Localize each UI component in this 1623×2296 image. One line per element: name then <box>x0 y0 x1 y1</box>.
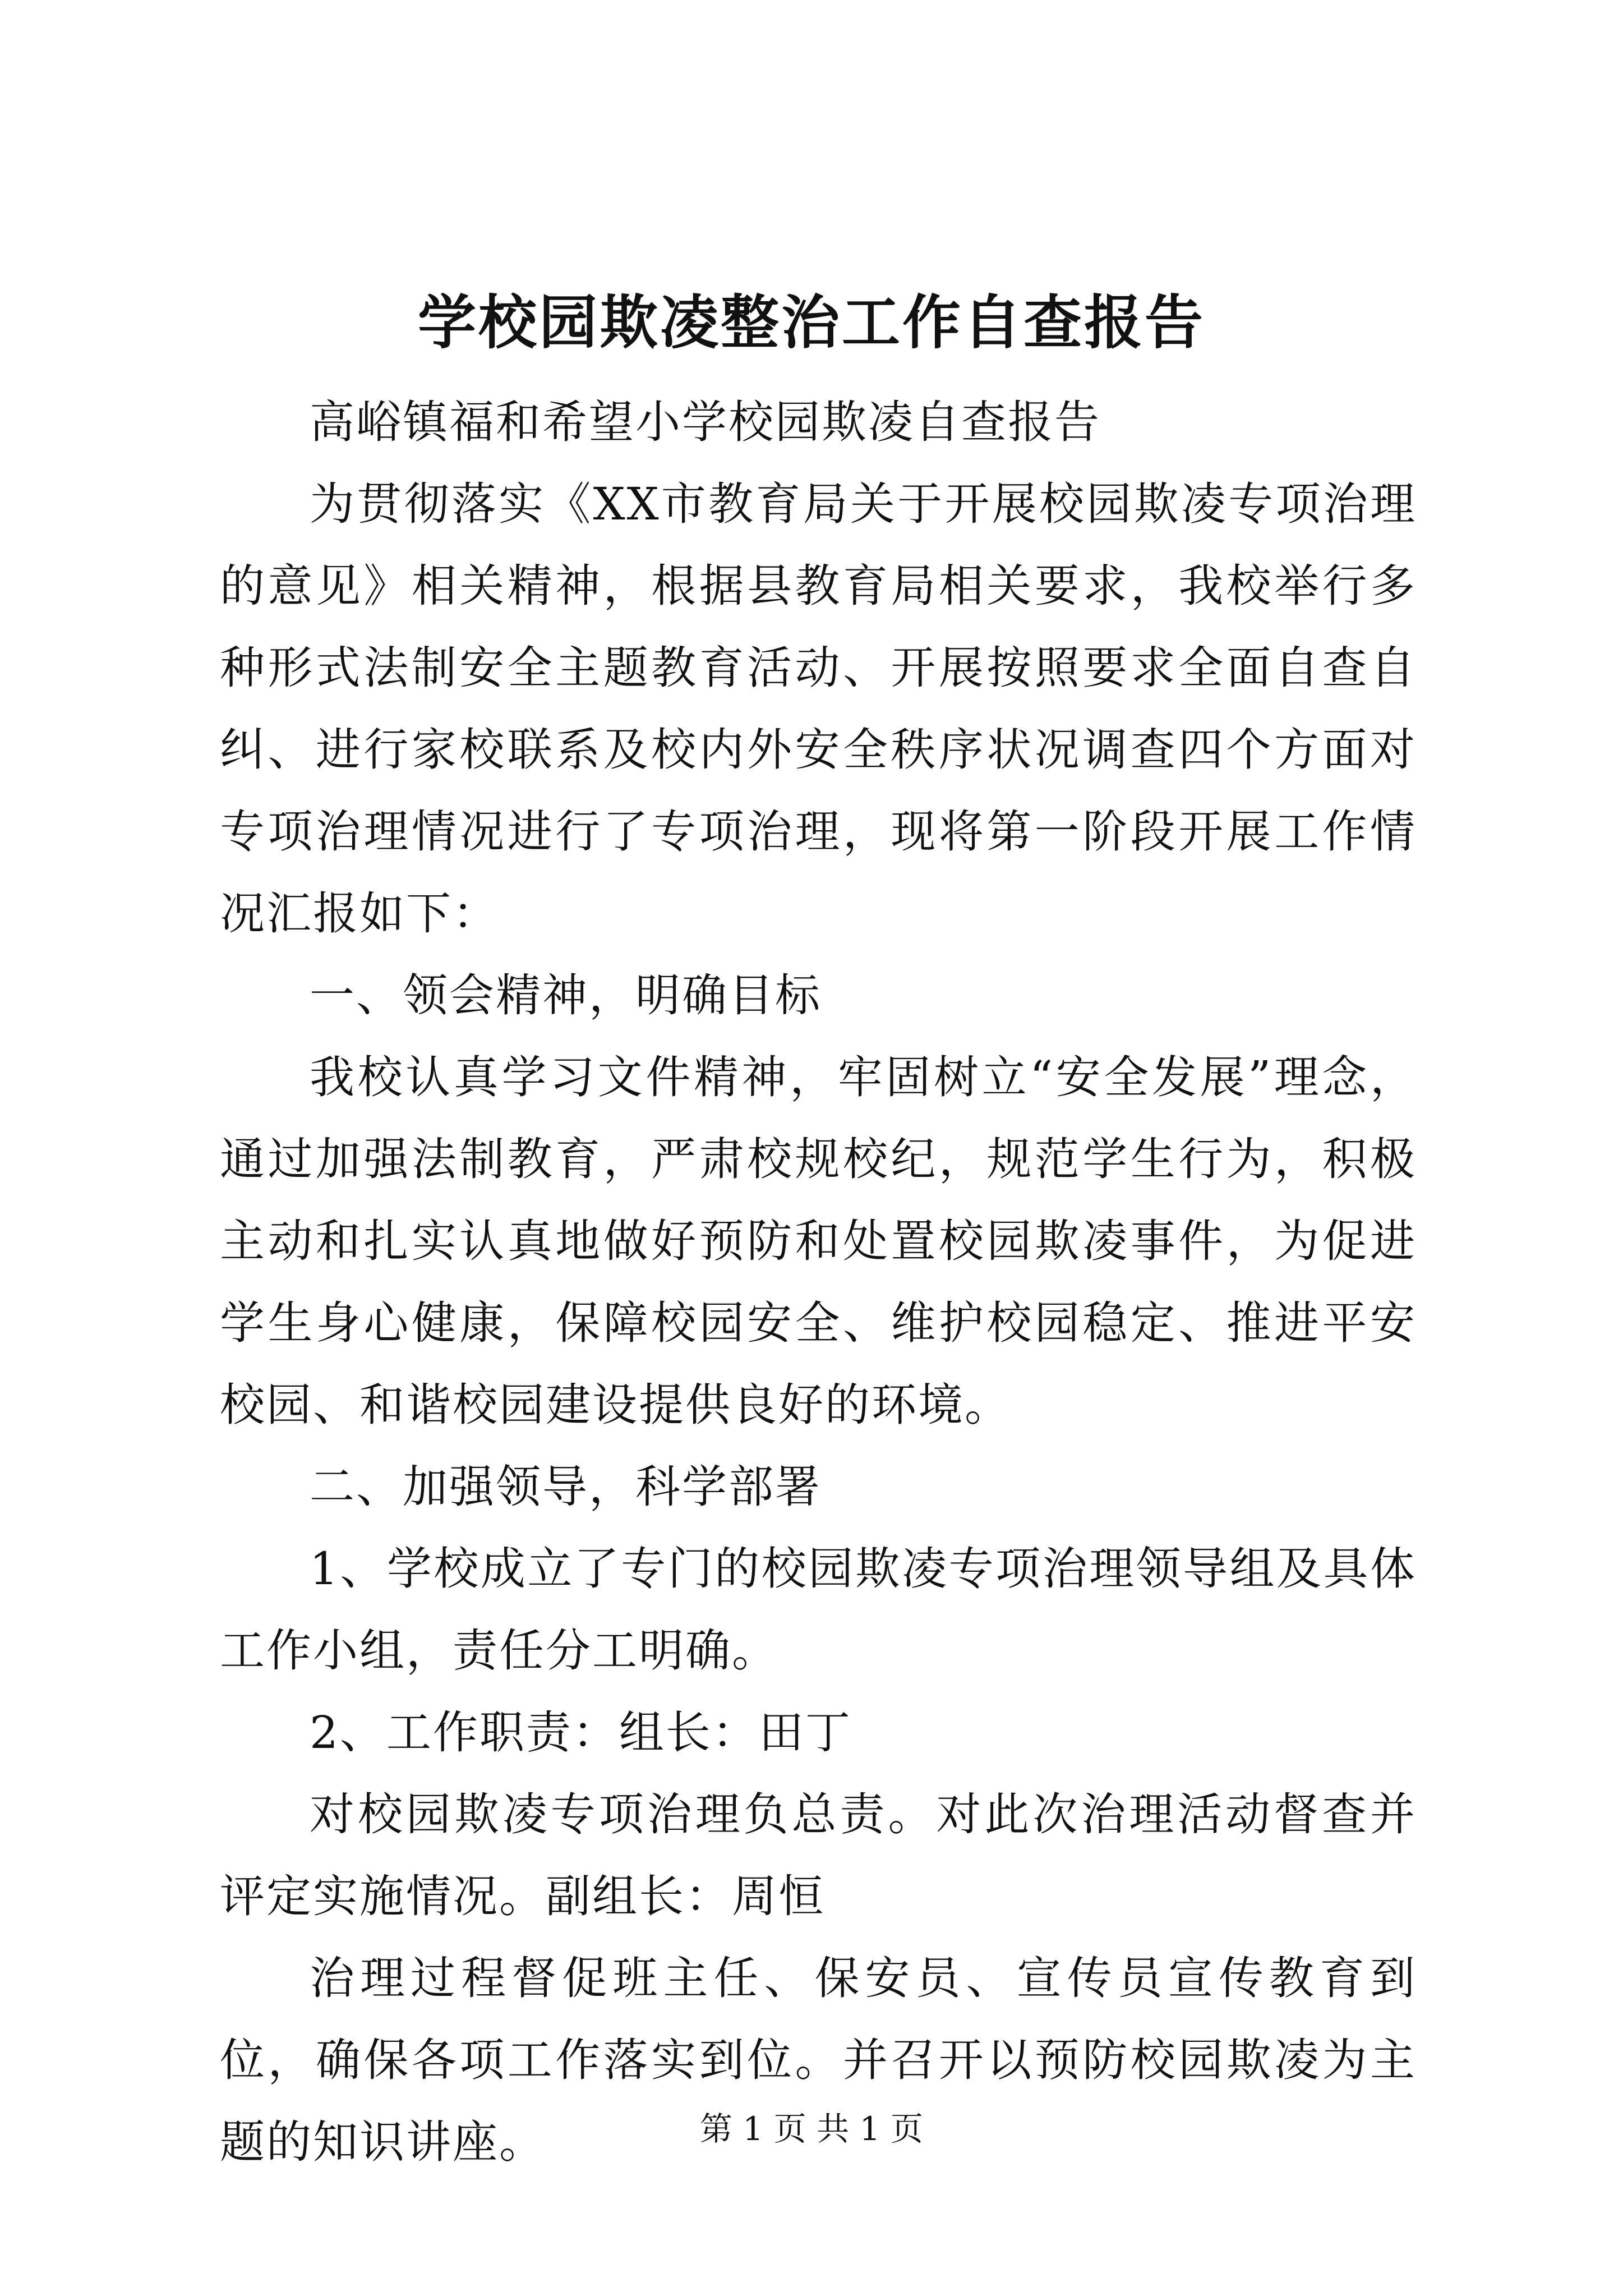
section-1-paragraph: 我校认真学习文件精神，牢固树立“安全发展”理念，通过加强法制教育，严肃校规校纪，规范学生行为，积极主动和扎实认真地做好预防和处置校园欺凌事件，为促进学生身心健康，保障校园安全、维护校园稳定、推进平安校园、和谐校园建设提供良好的环境。 <box>220 1051 1417 1431</box>
item-2-paragraph: 2、工作职责：组长：田丁 <box>310 1706 852 1759</box>
page-number-footer: 第 1 页 共 1 页 <box>700 2110 923 2148</box>
leader-duty-paragraph: 对校园欺凌专项治理负总责。对此次治理活动督查并评定实施情况。副组长：周恒 <box>220 1788 1417 1922</box>
item-1-paragraph: 1、学校成立了专门的校园欺凌专项治理领导组及具体工作小组，责任分工明确。 <box>220 1543 1417 1677</box>
subtitle-paragraph: 高峪镇福和希望小学校园欺凌自查报告 <box>310 396 1101 448</box>
deputy-duty-paragraph: 治理过程督促班主任、保安员、宣传员宣传教育到位，确保各项工作落实到位。并召开以预防校园欺凌为主题的知识讲座。 <box>220 1952 1417 2168</box>
document-body <box>220 381 1417 2183</box>
page-title: 学校园欺凌整治工作自查报告 <box>417 288 1205 357</box>
section-heading-1: 一、领会精神，明确目标 <box>310 969 822 1022</box>
section-heading-2: 二、加强领导，科学部署 <box>310 1461 822 1513</box>
intro-paragraph: 为贯彻落实《XX市教育局关于开展校园欺凌专项治理的意见》相关精神，根据县教育局相关要求，我校举行多种形式法制安全主题教育活动、开展按照要求全面自查自纠、进行家校联系及校内外安全秩序状况调查四个方面对专项治理情况进行了专项治理，现将第一阶段开展工作情况汇报如下： <box>220 478 1417 940</box>
